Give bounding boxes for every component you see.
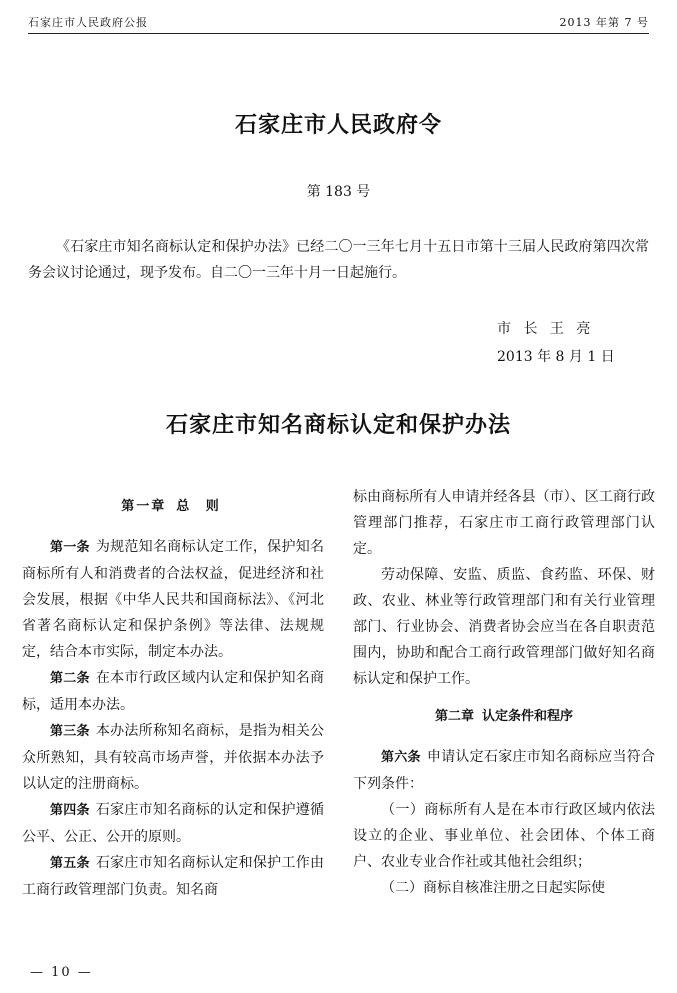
order-number: 第 183 号 [306,184,371,200]
measures-title: 石家庄市知名商标认定和保护办法 [165,412,511,438]
chapter-heading [22,494,324,520]
article-label: 第二条 [50,671,90,686]
article-label: 第六条 [381,750,421,765]
sign-date: 2013 年 8 月 1 日 [497,349,615,365]
announcement-text: 《石家庄市知名商标认定和保护办法》已经二〇一三年七月十五日市第十三届人民政府第四次常务会议讨论通过，现予发布。自二〇一三年十月一日起施行。 [28,239,649,281]
article-text: 本办法所称知名商标，是指为相关公众所熟知，具有较高市场声誉，并依据本办法予以认定的注册商标。 [22,723,324,792]
article-text: 石家庄市知名商标认定和保护工作由工商行政管理部门负责。知名商 [22,855,324,898]
article-6 [353,744,655,797]
article-1 [22,534,324,665]
signer: 市 长 王 亮 [497,321,595,337]
article-text: 在本市行政区域内认定和保护知名商标，适用本办法。 [22,670,324,713]
chapter-label: 第二章 [434,709,474,724]
chapter-label: 第一章 [121,499,167,514]
article-6-item-1: （一）商标所有人是在本市行政区域内依法设立的企业、事业单位、社会团体、个体工商户、农业专业合作社或其他社会组织； [353,802,655,870]
chapter-name: 总 则 [176,499,225,514]
article-label: 第三条 [50,724,90,739]
article-3 [22,718,324,797]
article-5-continued: 标由商标所有人申请并经各县（市）、区工商行政管理部门推荐，石家庄市工商行政管理部门认定。 [353,489,655,557]
article-4 [22,797,324,850]
right-column [353,484,655,901]
article-2 [22,665,324,718]
article-5 [22,850,324,903]
chapter-name: 认定条件和程序 [482,709,574,724]
order-title: 石家庄市人民政府令 [234,112,442,138]
page-number: — 10 — [30,965,93,980]
article-text: 为规范知名商标认定工作，保护知名商标所有人和消费者的合法权益，促进经济和社会发展，根据《中华人民共和国商标法》、《河北省著名商标认定和保护条例》等法律、法规规定，结合本市实际，制定本办法。 [22,539,324,660]
page-header [28,8,649,34]
article-label: 第五条 [50,856,90,871]
article-label: 第一条 [50,540,90,555]
article-text: 石家庄市知名商标的认定和保护遵循公平、公正、公开的原则。 [22,802,324,845]
article-6-item-2: （二）商标自核准注册之日起实际使 [381,880,605,896]
chapter-heading [353,704,655,730]
article-label: 第四条 [50,803,90,818]
issue-number: 2013 年第 7 号 [559,16,649,29]
publication-name: 石家庄市人民政府公报 [28,16,148,29]
article-5-paragraph-2: 劳动保障、安监、质监、食药监、环保、财政、农业、林业等行政管理部门和有关行业管理部门、行业协会、消费者协会应当在各自职责范围内，协助和配合工商行政管理部门做好知名商标认定和保护工作。 [353,567,655,687]
article-text: 申请认定石家庄市知名商标应当符合下列条件： [353,749,655,792]
left-column [22,484,324,903]
